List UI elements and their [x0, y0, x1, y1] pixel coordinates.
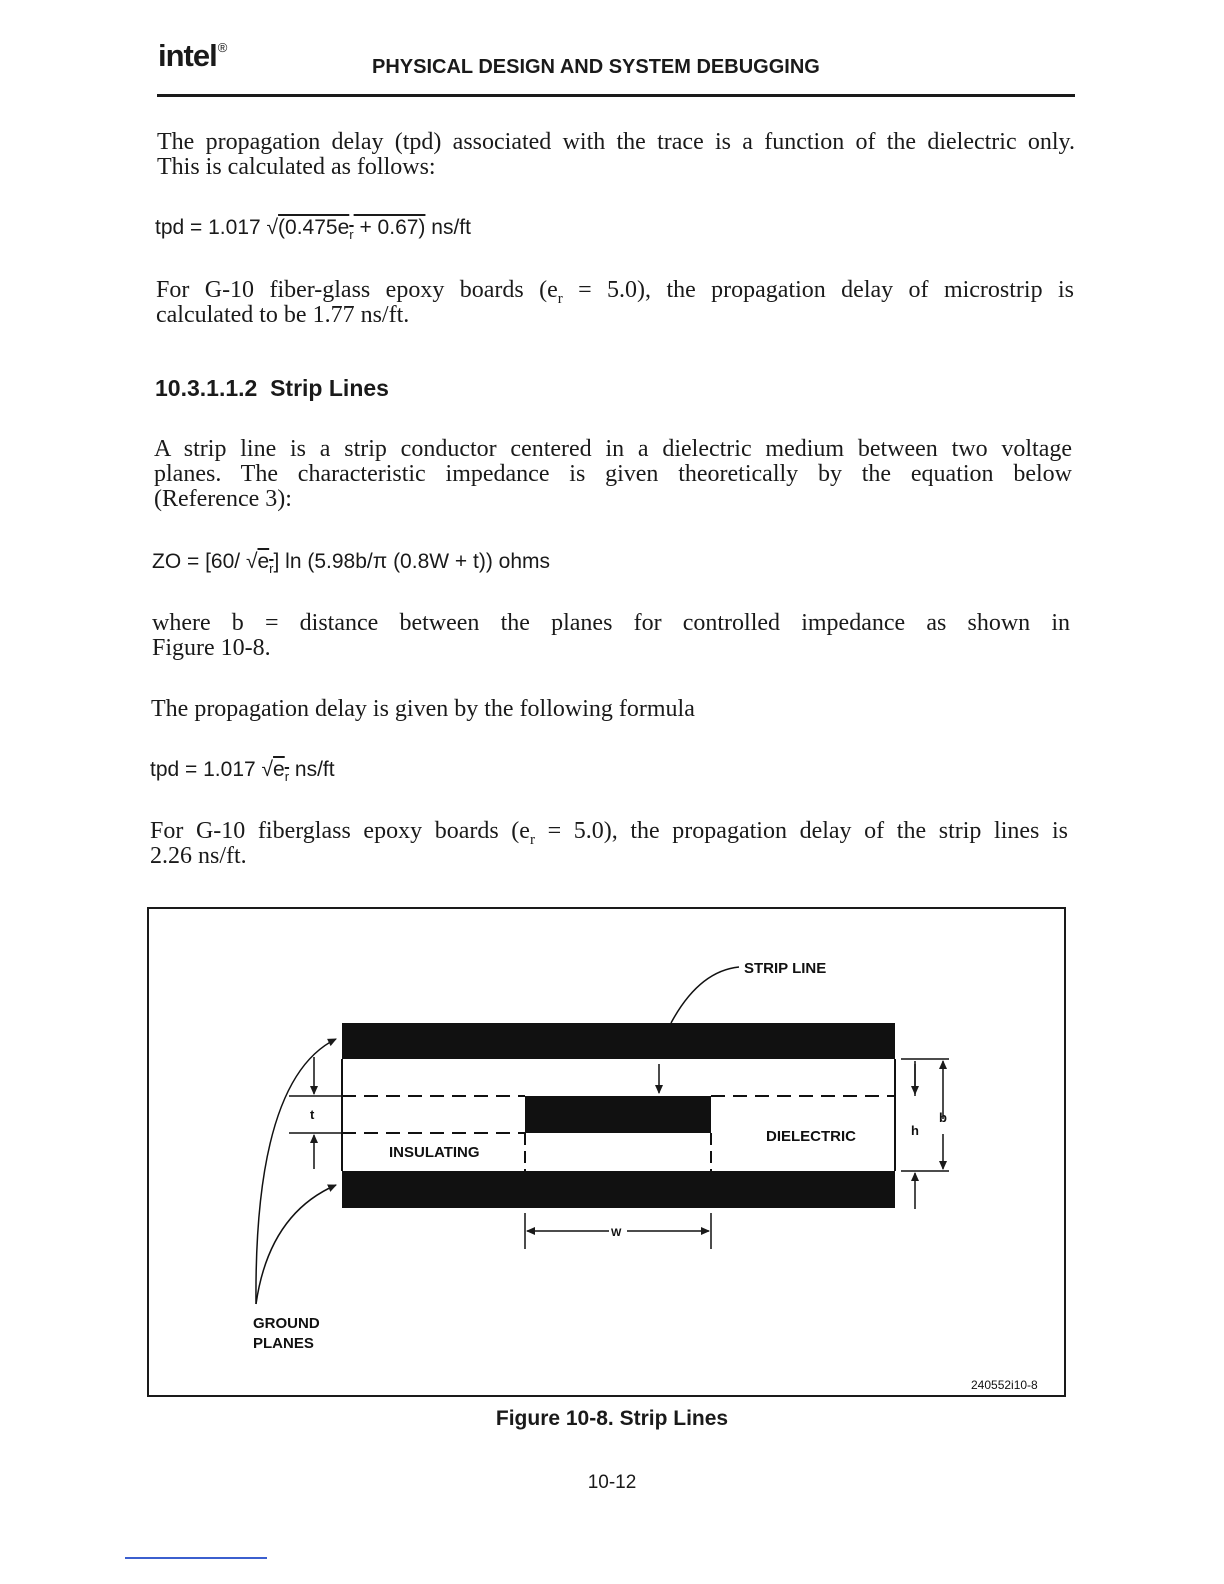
eq2-part-b: ] ln (5.98b/π (0.8W + t)) ohms [273, 550, 551, 573]
paragraph-4-line-1: where b = distance between the planes for controlled impedance as shown in [152, 610, 1070, 636]
section-heading [155, 375, 389, 402]
paragraph-4-line-2: Figure 10-8. [152, 635, 271, 661]
label-t: t [310, 1107, 315, 1122]
intel-logo [158, 38, 225, 74]
figure-id: 240552i10-8 [971, 1378, 1038, 1392]
eq1-prefix: tpd = 1.017 √ [155, 216, 279, 239]
label-w: W [611, 1227, 622, 1239]
label-b: b [939, 1110, 947, 1125]
equation-zo [152, 550, 550, 576]
strip-conductor [525, 1096, 711, 1133]
paragraph-3-line-1: A strip line is a strip conductor centered in a dielectric medium between two voltage [154, 436, 1072, 462]
label-h: h [911, 1123, 919, 1138]
bottom-blue-line [125, 1557, 267, 1559]
paragraph-3-line-3: (Reference 3): [154, 486, 292, 512]
eq2-part-a: ZO = [60/ √ [152, 550, 258, 573]
label-ground-2: PLANES [253, 1335, 314, 1352]
eq3-unit: ns/ft [289, 758, 335, 781]
registered-mark: ® [217, 40, 227, 55]
p6-sub: r [529, 831, 535, 848]
eq3-part-a: tpd = 1.017 √ [150, 758, 274, 781]
paragraph-1-line-1: The propagation delay (tpd) associated with the trace is a function of the dielectric only. [157, 129, 1075, 155]
page-header-title: PHYSICAL DESIGN AND SYSTEM DEBUGGING [372, 56, 820, 78]
equation-tpd-microstrip [155, 216, 471, 242]
eq1-unit: ns/ft [425, 216, 471, 239]
p2-part-a: For G-10 fiber-glass epoxy boards (e [156, 277, 558, 303]
bottom-ground-plane [342, 1171, 895, 1208]
section-title: Strip Lines [270, 375, 389, 401]
eq2-radicand: e [257, 550, 270, 573]
top-ground-plane [342, 1023, 895, 1059]
eq1-radicand-b: + 0.67) [353, 216, 426, 239]
eq1-sub: r [349, 227, 354, 243]
paragraph-1-line-2: This is calculated as follows: [157, 154, 436, 180]
paragraph-6-line-2: 2.26 ns/ft. [150, 843, 247, 869]
paragraph-3-line-2: planes. The characteristic impedance is given theoretically by the equation below [154, 461, 1072, 487]
paragraph-5-line-1: The propagation delay is given by the following formula [151, 696, 695, 722]
figure-caption: Figure 10-8. Strip Lines [495, 1407, 729, 1430]
label-strip-line: STRIP LINE [744, 960, 827, 977]
label-ground-1: GROUND [253, 1315, 320, 1332]
paragraph-2-line-2: calculated to be 1.77 ns/ft. [156, 302, 410, 328]
p2-part-b: = 5.0), the propagation delay of microstrip is [562, 277, 1074, 303]
strip-line-diagram [149, 909, 1064, 1395]
label-dielectric: DIELECTRIC [766, 1128, 856, 1145]
p6-part-a: For G-10 fiberglass epoxy boards (e [150, 818, 530, 844]
label-insulating: INSULATING [389, 1144, 480, 1161]
p2-sub: r [557, 290, 563, 307]
logo-text: intel [158, 38, 217, 73]
equation-tpd-stripline [150, 758, 335, 784]
section-number: 10.3.1.1.2 [155, 375, 258, 401]
page-number: 10-12 [587, 1472, 637, 1493]
eq3-sub: r [284, 769, 290, 785]
eq1-radicand-a: (0.475e [278, 216, 350, 239]
figure-strip-lines [147, 907, 1066, 1397]
eq3-radicand: e [273, 758, 285, 781]
header-rule [157, 94, 1075, 97]
p6-part-b: = 5.0), the propagation delay of the strip lines is [534, 818, 1068, 844]
eq2-sub: r [269, 561, 274, 577]
